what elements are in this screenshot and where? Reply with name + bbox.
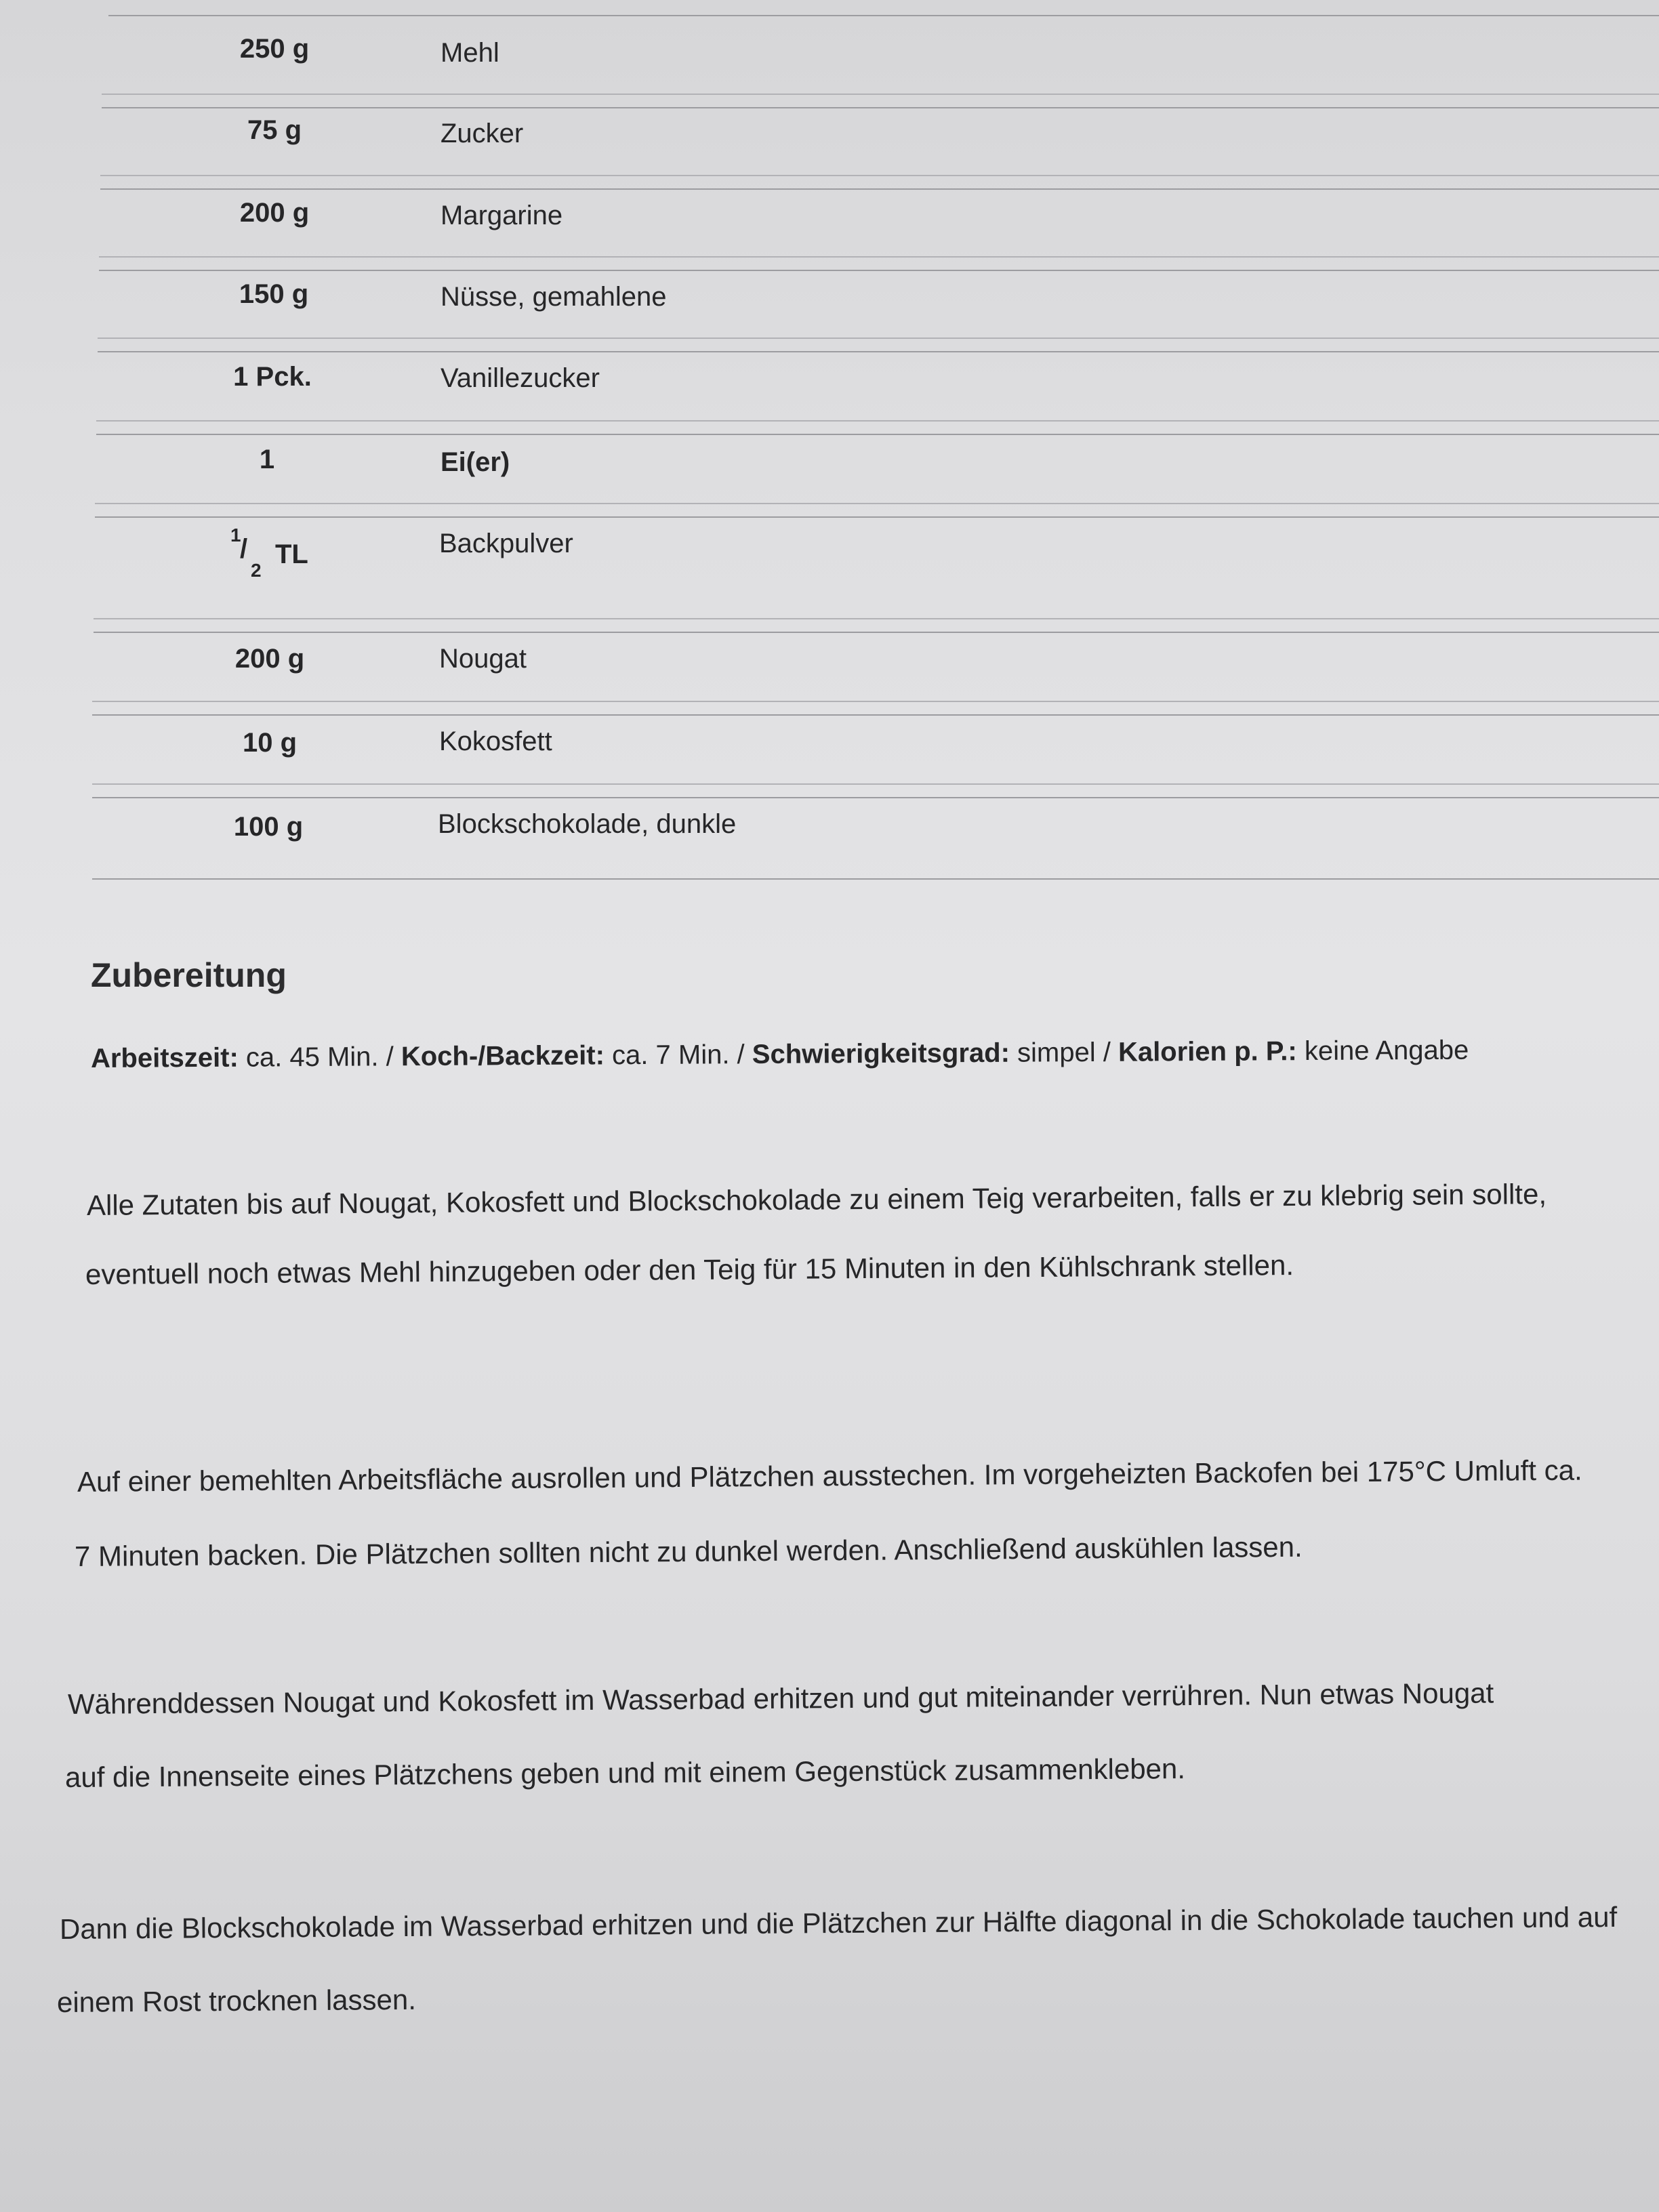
- table-rule: [92, 783, 1659, 785]
- table-rule: [98, 351, 1659, 352]
- fraction-slash: /: [240, 534, 248, 564]
- bake-time-value: ca. 7 Min. /: [604, 1040, 752, 1071]
- ingredient-quantity: 1: [259, 445, 275, 474]
- ingredient-quantity-fraction: [230, 526, 319, 594]
- table-rule: [95, 516, 1659, 518]
- calories-value: keine Angabe: [1296, 1035, 1469, 1067]
- table-rule: [92, 878, 1659, 880]
- ingredient-name: Mehl: [441, 38, 499, 68]
- work-time-value: ca. 45 Min. /: [238, 1042, 402, 1073]
- ingredient-quantity: 75 g: [247, 115, 302, 145]
- table-rule: [102, 94, 1659, 95]
- calories-label: Kalorien p. P.:: [1118, 1036, 1297, 1067]
- instruction-line: eventuell noch etwas Mehl hinzugeben oder den Teig für 15 Minuten in den Kühlschrank stellen.: [85, 1248, 1294, 1290]
- ingredient-name: Backpulver: [439, 529, 573, 558]
- ingredient-quantity: 200 g: [239, 198, 310, 228]
- table-rule: [99, 256, 1659, 258]
- fraction-unit: TL: [275, 539, 308, 569]
- fraction-numerator: 1: [230, 525, 241, 546]
- ingredient-quantity: 250 g: [239, 34, 310, 64]
- table-rule: [100, 175, 1659, 176]
- table-rule: [102, 107, 1659, 108]
- instruction-line: Währenddessen Nougat und Kokosfett im Wasserbad erhitzen und gut miteinander verrühren. Nun etwas Nougat: [67, 1677, 1494, 1720]
- difficulty-value: simpel /: [1009, 1037, 1119, 1068]
- ingredient-quantity: 1 Pck.: [233, 362, 312, 392]
- instruction-line: 7 Minuten backen. Die Plätzchen sollten nicht zu dunkel werden. Anschließend auskühlen lassen.: [74, 1530, 1303, 1572]
- fraction-denominator: 2: [251, 560, 262, 581]
- table-rule: [92, 701, 1659, 702]
- table-rule: [92, 714, 1659, 716]
- recipe-meta-line: [91, 1037, 1469, 1072]
- instruction-line: einem Rost trocknen lassen.: [56, 1983, 417, 2018]
- table-rule: [96, 434, 1659, 435]
- section-heading: Zubereitung: [91, 956, 287, 994]
- ingredient-name: Vanillezucker: [441, 363, 600, 393]
- table-rule: [92, 797, 1659, 798]
- ingredient-quantity: 150 g: [239, 279, 309, 309]
- ingredient-quantity: 200 g: [234, 644, 305, 674]
- work-time-label: Arbeitszeit:: [90, 1042, 239, 1073]
- ingredient-name: Blockschokolade, dunkle: [438, 809, 737, 839]
- table-rule: [96, 420, 1659, 422]
- ingredient-name: Kokosfett: [439, 726, 552, 756]
- ingredient-quantity: 100 g: [233, 812, 304, 842]
- instruction-line: Dann die Blockschokolade im Wasserbad erhitzen und die Plätzchen zur Hälfte diagonal in die Schokolade tauchen und auf: [59, 1900, 1618, 1945]
- table-rule: [94, 618, 1659, 619]
- ingredient-name: Zucker: [441, 119, 524, 148]
- ingredient-name: Nougat: [439, 644, 527, 674]
- instruction-line: Auf einer bemehlten Arbeitsfläche ausrollen und Plätzchen ausstechen. Im vorgeheizten Backofen bei 175°C Umluft ca.: [77, 1454, 1582, 1498]
- table-rule: [100, 188, 1659, 190]
- bake-time-label: Koch-/Backzeit:: [401, 1040, 605, 1072]
- instruction-line: Alle Zutaten bis auf Nougat, Kokosfett und Blockschokolade zu einem Teig verarbeiten, falls er zu klebrig sein sollte,: [86, 1178, 1547, 1221]
- table-rule: [98, 337, 1659, 339]
- instruction-line: auf die Innenseite eines Plätzchens geben und mit einem Gegenstück zusammenkleben.: [64, 1753, 1186, 1793]
- ingredient-quantity: 10 g: [242, 728, 298, 758]
- ingredient-name: Margarine: [441, 201, 563, 230]
- ingredient-name: Nüsse, gemahlene: [441, 282, 667, 312]
- table-rule: [95, 503, 1659, 504]
- table-rule: [99, 270, 1659, 271]
- table-rule: [94, 632, 1659, 633]
- table-rule: [108, 15, 1659, 16]
- difficulty-label: Schwierigkeitsgrad:: [752, 1038, 1010, 1070]
- ingredient-name: Ei(er): [441, 447, 510, 477]
